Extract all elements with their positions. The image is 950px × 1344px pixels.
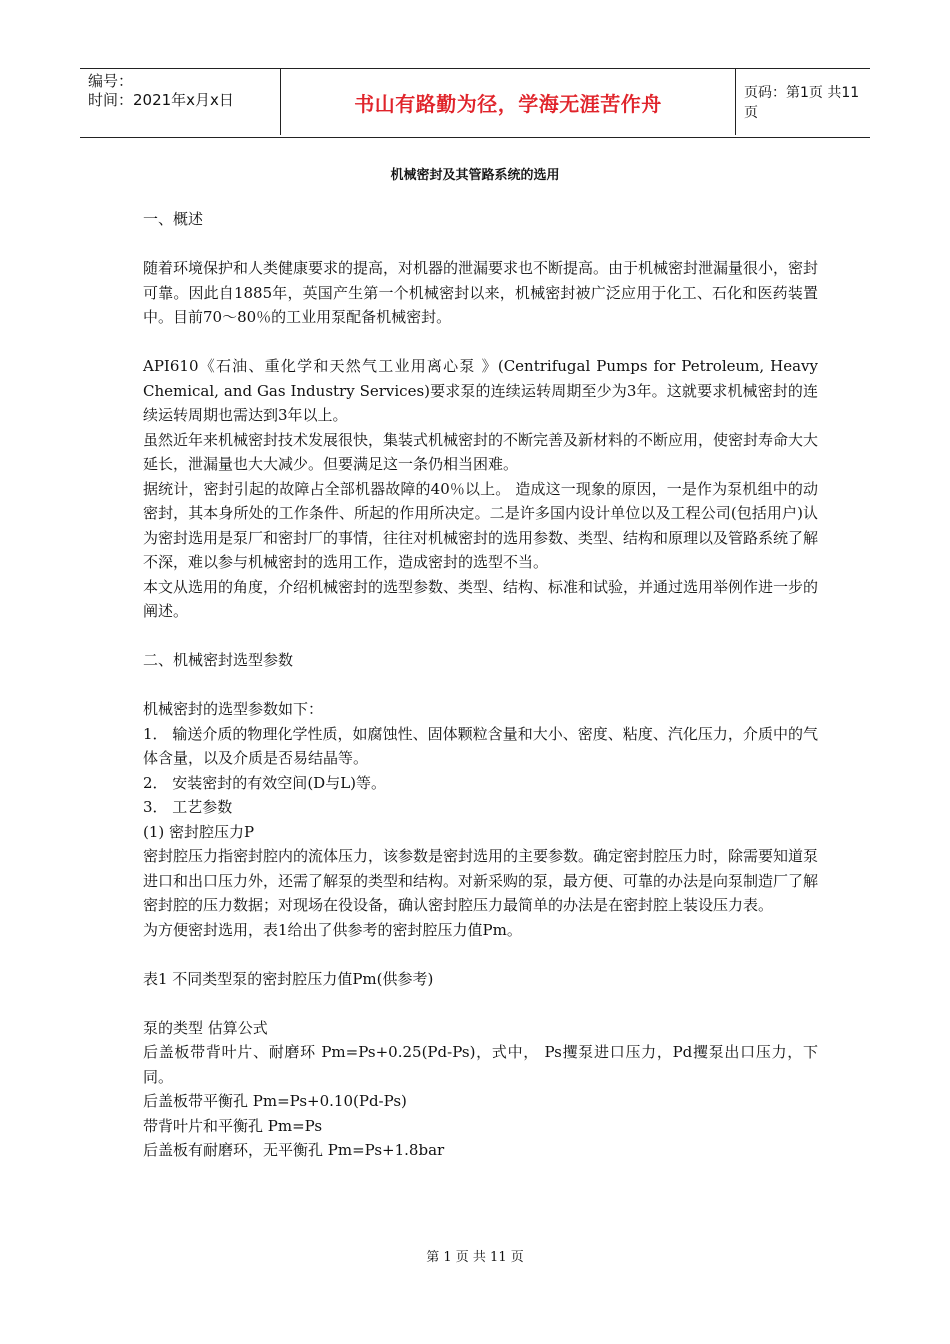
body-paragraph: 带背叶片和平衡孔 Pm=Ps [143, 1116, 323, 1135]
document-title: 机械密封及其管路系统的选用 [390, 168, 560, 183]
header-page-indicator [744, 69, 870, 135]
header-meta [88, 72, 278, 110]
body-paragraph: 2． 安装密封的有效空间(D与L)等。 [143, 773, 387, 792]
body-paragraph: API610《石油、重化学和天然气工业用离心泵 》(Centrifugal Pumps for Petroleum, Heavy Chemical, and Gas Industry Services)要求泵的连续运转周期至少为3年。这就要求机械密封的连续运转周期也需达到3年以上。 [143, 357, 818, 424]
paragraph-gap [143, 991, 818, 1016]
body-paragraph: 后盖板带平衡孔 Pm=Ps+0.10(Pd-Ps) [143, 1092, 407, 1110]
body-paragraph: 3． 工艺参数 [143, 798, 233, 816]
body-paragraph: 表1 不同类型泵的密封腔压力值Pm(供参考) [143, 969, 434, 988]
document-time-label: 时间：2021年x月x日 [88, 91, 234, 109]
body-paragraph: 密封腔压力指密封腔内的流体压力，该参数是密封选用的主要参数。确定密封腔压力时，除需要知道泵进口和出口压力外，还需了解泵的类型和结构。对新采购的泵，最方便、可靠的办法是向泵制造厂了解密封腔的压力数据；对现场在役设备，确认密封腔压力最简单的办法是在密封腔上装设压力表。 [143, 847, 819, 914]
header-motto-box [280, 69, 736, 135]
page-footer [0, 1246, 950, 1265]
document-number-label: 编号： [88, 72, 134, 90]
body-paragraph: 一、概述 [143, 210, 204, 228]
body-paragraph: (1) 密封腔压力P [143, 822, 255, 841]
paragraph-gap [143, 232, 818, 257]
paragraph-gap [143, 624, 818, 649]
body-paragraph: 后盖板有耐磨环，无平衡孔 Pm=Ps+1.8bar [143, 1141, 445, 1159]
body-paragraph: 据统计，密封引起的故障占全部机器故障的40％以上。 造成这一现象的原因，一是作为泵机组中的动密封，其本身所处的工作条件、所起的作用所决定。二是许多国内设计单位以及工程公司(包括用户)认为密封选用是泵厂和密封厂的事情，往往对机械密封的选用参数、类型、结构和原理以及管路系统了解不深，难以参与机械密封的选用工作，造成密封的选型不当。 [143, 479, 819, 571]
footer-page-number: 第 1 页 共 11 页 [426, 1250, 524, 1265]
body-paragraph: 虽然近年来机械密封技术发展很快，集装式机械密封的不断完善及新材料的不断应用，使密封寿命大大延长，泄漏量也大大减少。但要满足这一条仍相当困难。 [143, 430, 819, 473]
body-paragraph: 随着环境保护和人类健康要求的提高，对机器的泄漏要求也不断提高。由于机械密封泄漏量很小，密封可靠。因此自1885年，英国产生第一个机械密封以来，机械密封被广泛应用于化工、石化和医药装置中。目前70～80％的工业用泵配备机械密封。 [143, 259, 819, 326]
page-header [80, 68, 870, 138]
document-body [143, 207, 818, 1163]
body-paragraph: 机械密封的选型参数如下： [143, 700, 324, 718]
body-paragraph: 1． 输送介质的物理化学性质，如腐蚀性、固体颗粒含量和大小、密度、粘度、汽化压力，介质中的气体含量，以及介质是否易结晶等。 [143, 724, 818, 767]
header-motto: 书山有路勤为径，学海无涯苦作舟 [354, 91, 662, 116]
header-page-label: 页码：第1页 共11页 [744, 85, 860, 121]
body-paragraph: 后盖板带背叶片、耐磨环 Pm=Ps+0.25(Pd-Ps)，式中， Ps攫泵进口压力，Pd攫泵出口压力，下同。 [143, 1043, 818, 1086]
paragraph-gap [143, 942, 818, 967]
body-paragraph: 本文从选用的角度，介绍机械密封的选型参数、类型、结构、标准和试验，并通过选用举例作进一步的阐述。 [143, 577, 819, 620]
body-paragraph: 二、机械密封选型参数 [143, 651, 294, 669]
body-paragraph: 泵的类型 估算公式 [143, 1018, 268, 1037]
paragraph-gap [143, 673, 818, 698]
paragraph-gap [143, 330, 818, 355]
body-paragraph: 为方便密封选用，表1给出了供参考的密封腔压力值Pm。 [143, 920, 522, 939]
